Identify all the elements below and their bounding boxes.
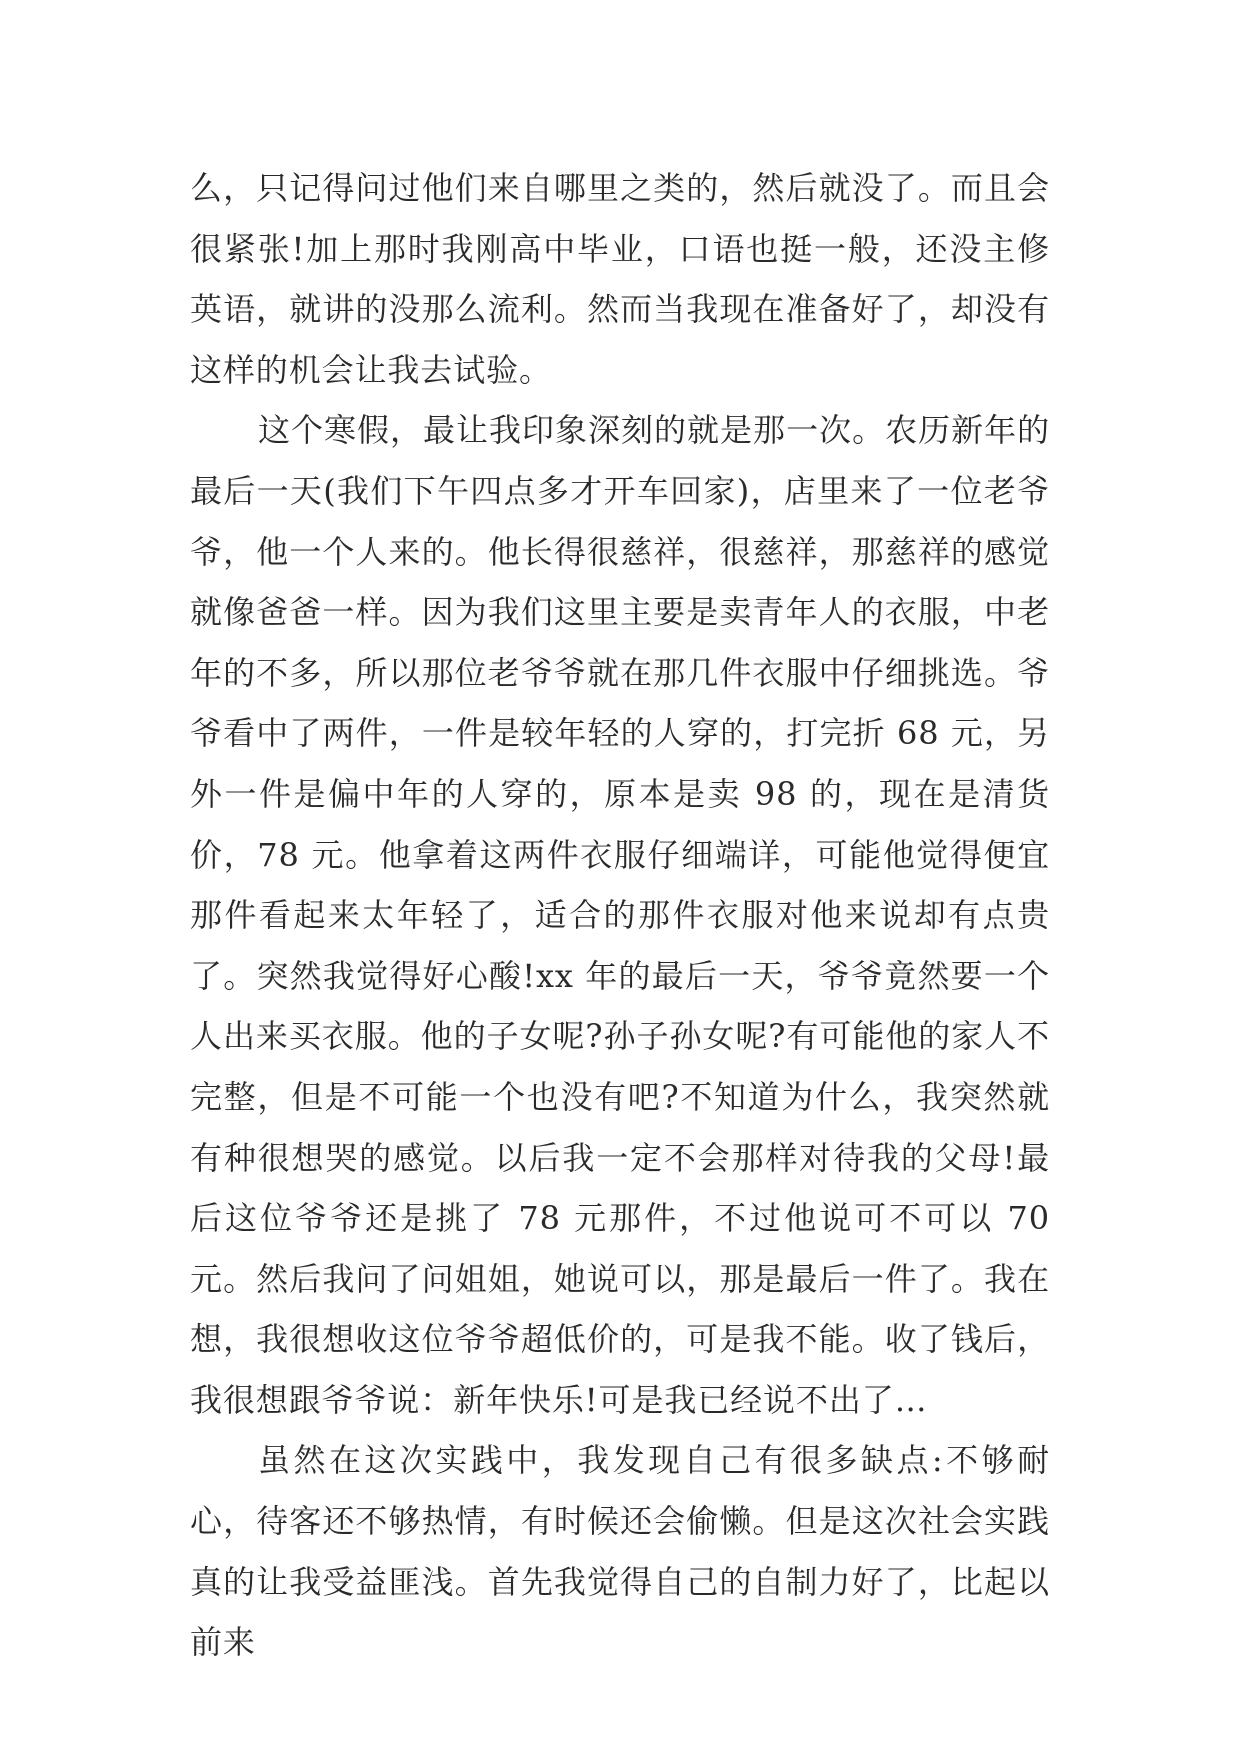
paragraph-continuation: 么，只记得问过他们来自哪里之类的，然后就没了。而且会很紧张!加上那时我刚高中毕业，口语也挺一般，还没主修英语，就讲的没那么流利。然而当我现在准备好了，却没有这样的机会让我去试验。 [190,169,1050,389]
document-body [190,158,1050,1673]
paragraph-winter-vacation-story: 这个寒假，最让我印象深刻的就是那一次。农历新年的最后一天(我们下午四点多才开车回家)，店里来了一位老爷爷，他一个人来的。他长得很慈祥，很慈祥，那慈祥的感觉就像爸爸一样。因为我们这里主要是卖青年人的衣服，中老年的不多，所以那位老爷爷就在那几件衣服中仔细挑选。爷爷看中了两件，一件是较年轻的人穿的，打完折 68 元，另外一件是偏中年的人穿的，原本是卖 98 的，现在是清货价，78 元。他拿着这两件衣服仔细端详，可能他觉得便宜那件看起来太年轻了，适合的那件衣服对他来说却有点贵了。突然我觉得好心酸!xx 年的最后一天，爷爷竟然要一个人出来买衣服。他的子女呢?孙子孙女呢?有可能他的家人不完整，但是不可能一个也没有吧?不知道为什么，我突然就有种很想哭的感觉。以后我一定不会那样对待我的父母!最后这位爷爷还是挑了 78 元那件，不过他说可不可以 70 元。然后我问了问姐姐，她说可以，那是最后一件了。我在想，我很想收这位爷爷超低价的，可是我不能。收了钱后，我很想跟爷爷说：新年快乐!可是我已经说不出了… [190,411,1050,1419]
paragraph-practice-reflection: 虽然在这次实践中，我发现自己有很多缺点:不够耐心，待客还不够热情，有时候还会偷懒。但是这次社会实践真的让我受益匪浅。首先我觉得自己的自制力好了，比起以前来 [190,1441,1050,1662]
